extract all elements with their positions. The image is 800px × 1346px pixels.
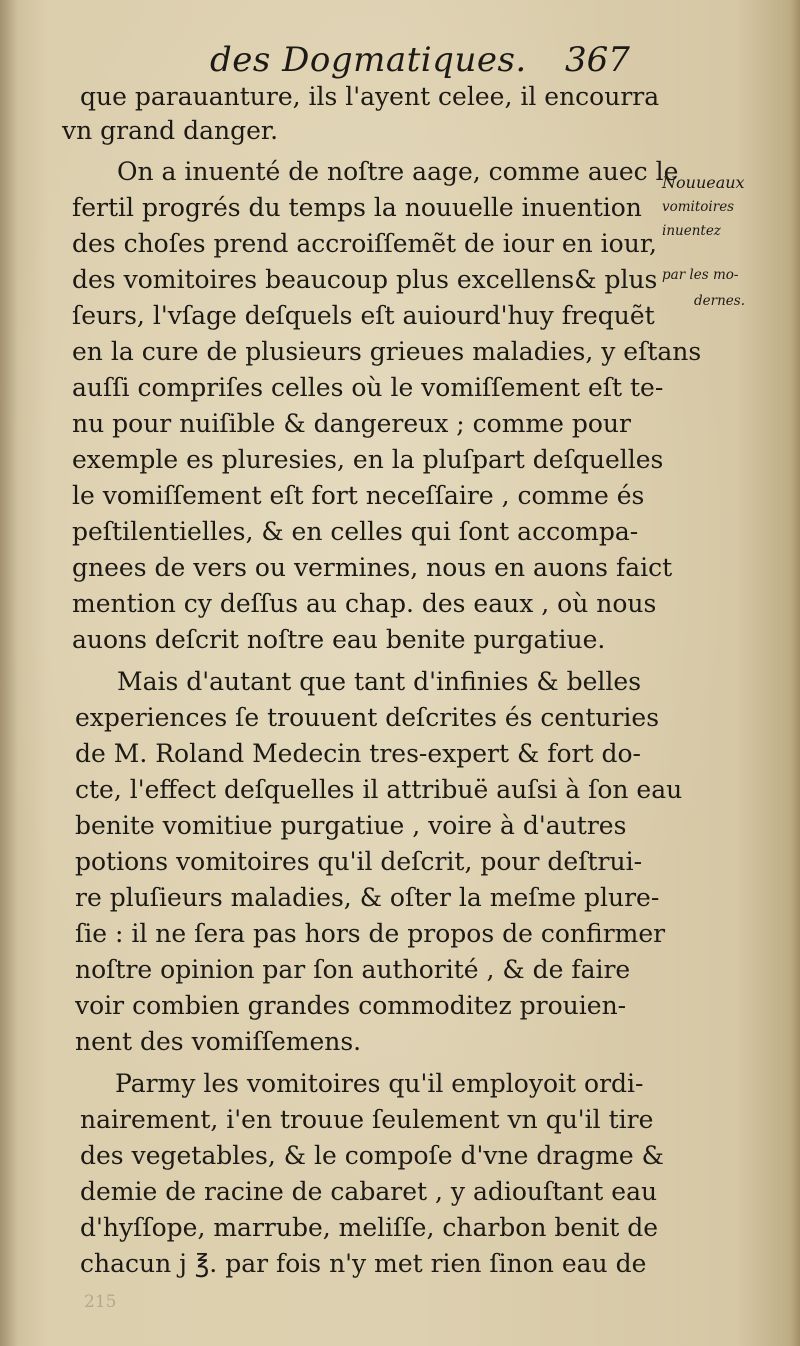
- text-line: gnees de vers ou vermines, nous en auons faict: [72, 553, 673, 582]
- page-edge-shadow: [790, 0, 800, 1346]
- margin-note-line: vomitoires: [662, 199, 735, 215]
- margin-note-line: Nouueaux: [662, 173, 745, 192]
- text-line: des vomitoires beaucoup plus excellens& plus: [72, 265, 658, 294]
- text-line: experiences ſe trouuent deſcrites és centuries: [75, 703, 660, 732]
- text-line: peſtilentielles, & en celles qui ſont accompa-: [72, 517, 639, 546]
- text-line: exemple es pluresies, en la pluſpart deſquelles: [72, 445, 664, 474]
- text-line: cte, l'effect deſquelles il attribuë auſsi à ſon eau: [75, 775, 683, 804]
- text-line: des choſes prend accroiſſemẽt de iour en iour,: [72, 229, 657, 258]
- text-line: ſeurs, l'vſage deſquels eſt auiourd'huy frequẽt: [72, 301, 655, 330]
- text-line: auons deſcrit noſtre eau benite purgatiue.: [72, 625, 606, 654]
- text-line: nu pour nuiſible & dangereux ; comme pour: [72, 409, 631, 438]
- margin-note-line: inuentez: [662, 223, 721, 239]
- paragraph-start-line: Parmy les vomitoires qu'il employoit ordi-: [115, 1069, 644, 1098]
- gutter-shadow: [0, 0, 18, 1346]
- text-line: de M. Roland Medecin tres-expert & fort do-: [75, 739, 641, 768]
- text-line: potions vomitoires qu'il deſcrit, pour deſtrui-: [75, 847, 643, 876]
- text-line: re pluſieurs maladies, & oſter la meſme plure-: [75, 883, 660, 912]
- text-line: chacun j ℥. par fois n'y met rien ſinon eau de: [80, 1249, 647, 1278]
- text-line: auſſi compriſes celles où le vomiſſement eſt te-: [72, 373, 664, 402]
- text-line: que parauanture, ils l'ayent celee, il encourra: [80, 82, 660, 111]
- text-line: ſie : il ne ſera pas hors de propos de confirmer: [75, 919, 666, 948]
- page-number: 367: [565, 40, 630, 80]
- text-line: en la cure de plusieurs grieues maladies, y eſtans: [72, 337, 702, 366]
- text-line: d'hyſſope, marrube, meliſſe, charbon benit de: [80, 1213, 659, 1242]
- text-line: fertil progrés du temps la nouuelle inuention: [72, 193, 642, 222]
- text-line: voir combien grandes commoditez prouien-: [75, 991, 627, 1020]
- paragraph-start-line: On a inuenté de noſtre aage, comme auec le: [117, 157, 679, 186]
- running-head: des Dogmatiques.: [210, 40, 527, 80]
- text-line: benite vomitiue purgatiue , voire à d'autres: [75, 811, 627, 840]
- show-through-mark: 215: [84, 1292, 117, 1312]
- text-line: noſtre opinion par ſon authorité , & de faire: [75, 955, 631, 984]
- text-line: nent des vomiſſemens.: [75, 1027, 362, 1056]
- text-line: le vomiſſement eſt fort neceſſaire , comme és: [72, 481, 645, 510]
- paragraph-start-line: Mais d'autant que tant d'infinies & belles: [117, 667, 642, 696]
- text-line: nairement, i'en trouue ſeulement vn qu'il tire: [80, 1105, 654, 1134]
- text-line: des vegetables, & le compoſe d'vne dragme &: [80, 1141, 664, 1170]
- text-line: mention cy deſſus au chap. des eaux , où nous: [72, 589, 657, 618]
- margin-note-line: par les mo-: [662, 267, 739, 283]
- text-line: demie de racine de cabaret , y adiouſtant eau: [80, 1177, 658, 1206]
- text-line: vn grand danger.: [62, 116, 279, 145]
- margin-note-line: dernes.: [694, 293, 745, 309]
